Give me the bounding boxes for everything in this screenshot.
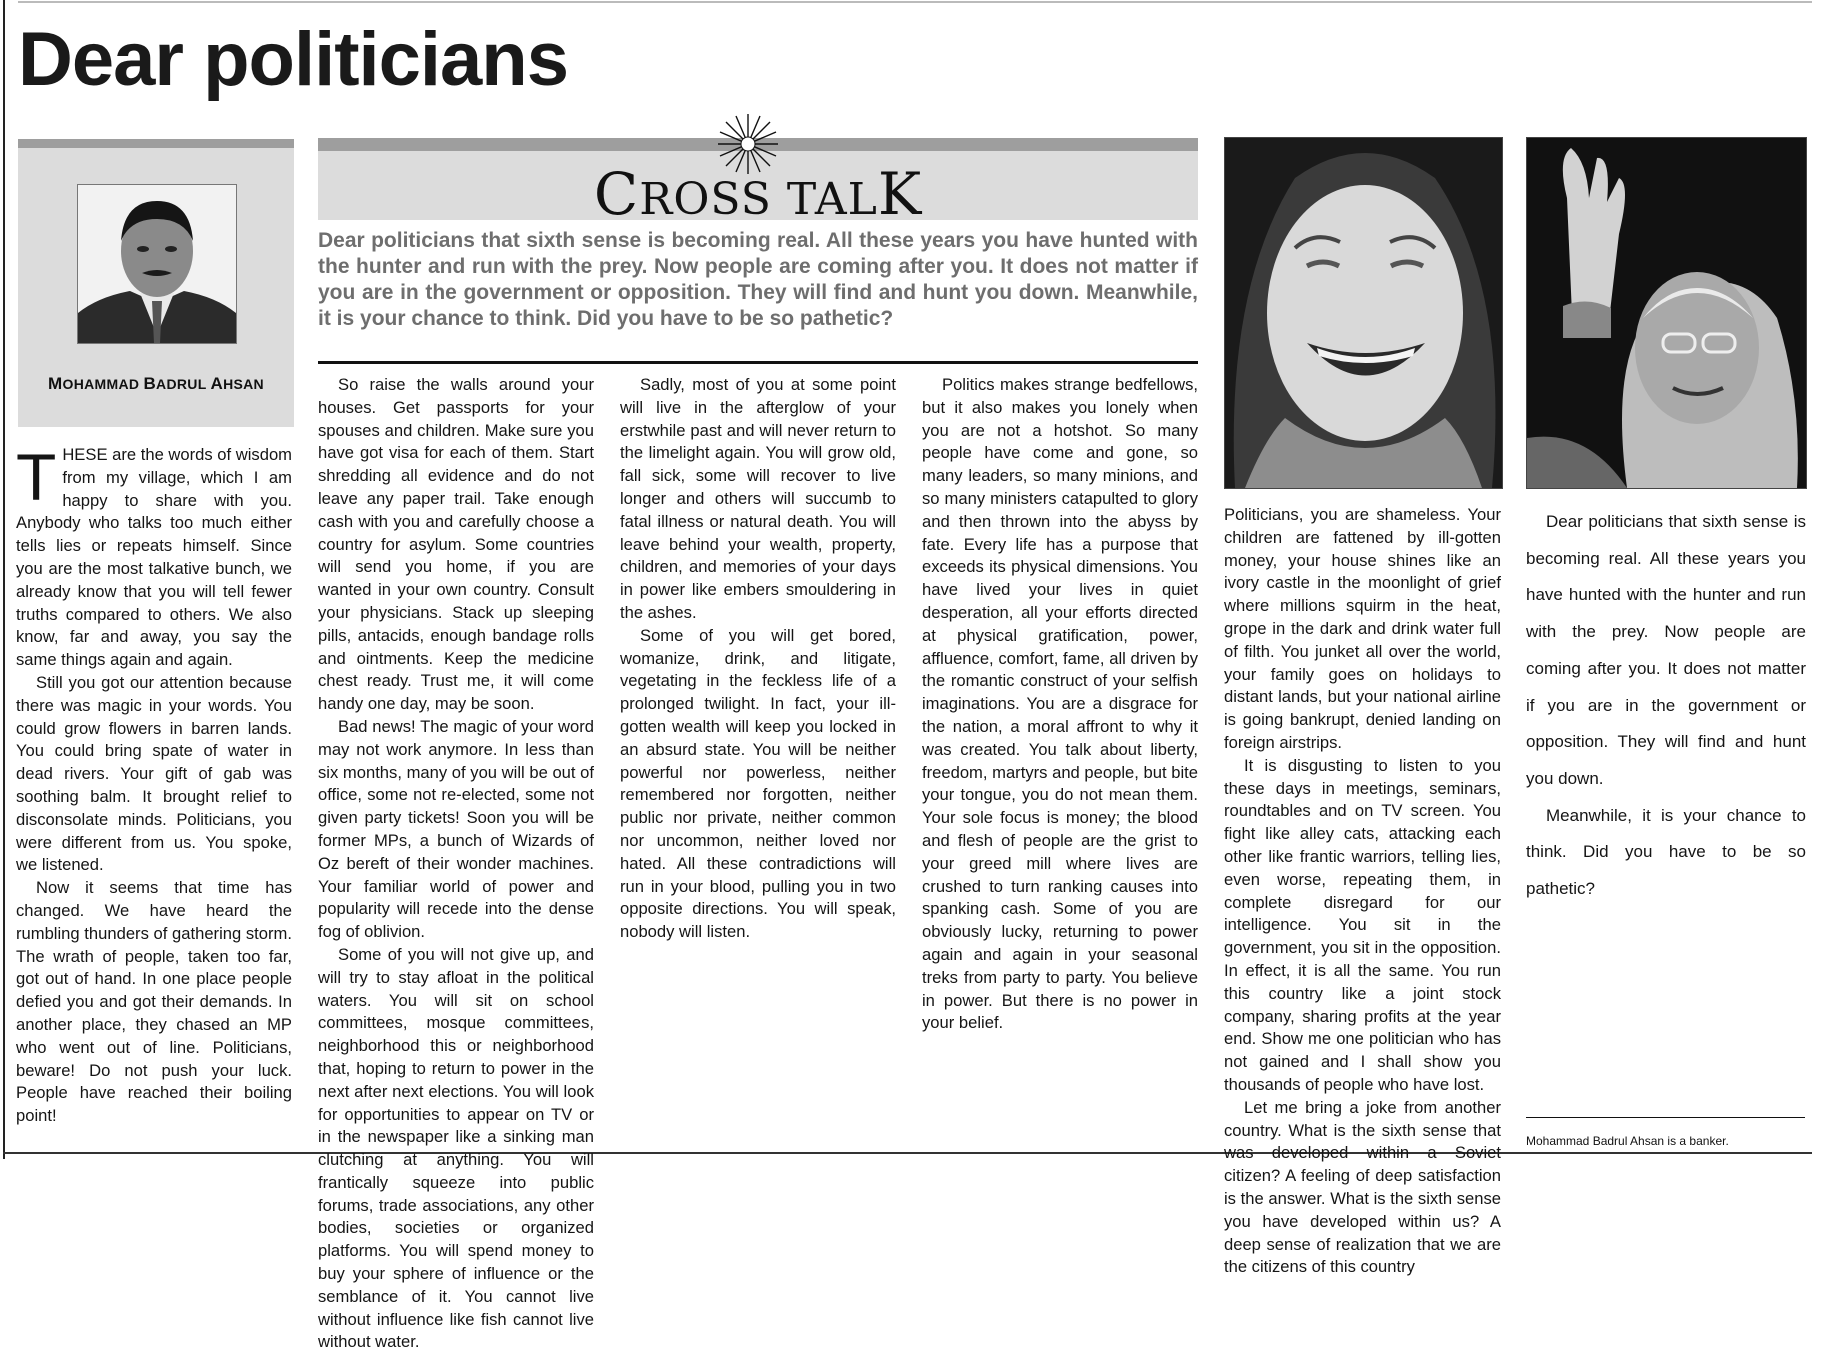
article-paragraph: Bad news! The magic of your word may not work anymore. In less than six months, many of you will be out of office, some not re-elected, some not given party tickets! Soon you will be former MPs, a bunch of Wizards of Oz bereft of their wonder machines. Your familiar world of power and popularity will recede into the dense fog of oblivion. xyxy=(318,716,594,942)
article-paragraph: Sadly, most of you at some point will live in the afterglow of your erstwhile past and will never return to the limelight again. You will grow old, fall sick, some will recover to live longer and others will succumb to fatal illness or natural death. You will leave behind your wealth, property, children, and memories of your days in power like embers smouldering in the ashes. xyxy=(620,375,896,622)
left-rule xyxy=(3,0,5,1159)
author-footnote: Mohammad Badrul Ahsan is a banker. xyxy=(1526,1134,1729,1148)
article-paragraph: THESE are the words of wisdom from my village, which I am happy to share with you. Anybody who talks too much either tells lies or repeats himself. Since you are the most talkative bunch, we already know that you will tell fewer truths compared to others. We also know, far and away, you say the same things again and again. xyxy=(16,440,292,670)
article-paragraph: Dear politicians that sixth sense is becoming real. All these years you have hunted with the hunter and run with the prey. Now people are coming after you. It does not matter if you are in the government or opposition. They will find and hunt you down. xyxy=(1526,512,1806,788)
article-paragraph: Let me bring a joke from another country. What is the sixth sense that was developed within a Soviet citizen? A feeling of deep satisfaction is the answer. What is the sixth sense you have developed within us? A deep sense of realization that we are the citizens of this country xyxy=(1224,1097,1501,1277)
author-portrait xyxy=(77,184,237,344)
article-column-6 xyxy=(1526,504,1806,1124)
article-paragraph: Now it seems that time has changed. We have heard the rumbling thunders of gathering storm. The wrath of people, taken too far, got out of hand. In one place people defied you and got their demands. In another place, they chased an MP who went out of line. Politicians, beware! Do not push your luck. People have reached their boiling point! xyxy=(16,878,292,1126)
page-title: Dear politicians xyxy=(18,17,568,102)
author-byline: MOHAMMAD BADRUL AHSAN xyxy=(48,374,264,393)
article-column-5 xyxy=(1224,504,1501,1277)
article-paragraph: Some of you will get bored, womanize, drink, and litigate, vegetating in the feckless life of a prolonged twilight. In fact, your ill-gotten wealth will keep you locked in an absurd state. You will be neither powerful nor powerless, neither remembered nor forgotten, neither public nor private, neither common nor uncommon, neither loved nor hated. All these contradictions will run in your blood, pulling you in two opposite directions. You will speak, nobody will listen. xyxy=(620,625,896,942)
article-column-4 xyxy=(922,374,1198,1149)
article-column-2 xyxy=(318,374,594,1352)
article-paragraph: So raise the walls around your houses. Get passports for your spouses and children. Make sure you have got visa for each of them. Start shredding all evidence and do not leave any paper trail. Take enough cash with you and carefully choose a country for asylum. Some countries will send you home, if you are wanted in your own country. Consult your physicians. Stack up sleeping pills, antacids, enough bandage rolls and ointments. Keep the medicine chest ready. Trust me, it will come handy one day, may be soon. xyxy=(318,375,594,714)
article-paragraph: Still you got our attention because there was magic in your words. You could grow flowers in barren lands. You could bring spate of water in dead rivers. Your gift of gab was soothing balm. It brought relief to disconsolate minds. Politicians, you were different from us. You spoke, we listened. xyxy=(16,672,292,875)
article-column-1 xyxy=(16,440,292,1149)
photo-waving-woman xyxy=(1526,137,1807,489)
article-paragraph: Meanwhile, it is your chance to think. Did you have to be so pathetic? xyxy=(1526,805,1806,899)
author-portrait-image xyxy=(78,185,236,343)
bottom-rule xyxy=(3,1152,1812,1154)
footnote-rule xyxy=(1526,1117,1805,1118)
drop-cap: T xyxy=(16,440,57,514)
article-paragraph: It is disgusting to listen to you these days in meetings, seminars, roundtables and on TV screen. You fight like alley cats, attacking each other like frantic warriors, telling lies, even worse, repeating them, in complete disregard for our intelligence. You sit in the government, you sit in the opposition. In effect, it is all the same. You run this country like a joint stock company, sharing profits at the year end. Show me one politician who has not gained and I shall show you thousands of people who have lost. xyxy=(1224,755,1501,1094)
photo-smiling-woman xyxy=(1224,137,1503,489)
article-paragraph: Some of you will not give up, and will try to stay afloat in the political waters. You will sit on school committees, mosque committees, neighborhood this or neighborhood that, hoping to return to power in the next after next elections. You will look for opportunities to appear on TV or in the newspaper like a sinking man clutching at anything. You will frantically squeeze into public forums, trade associations, any other bodies, societies or organized platforms. You will spend money to buy your sphere of influence or the semblance of it. You cannot live without influence like fish cannot live without water. xyxy=(318,944,594,1352)
article-column-3 xyxy=(620,374,896,1149)
standfirst-rule xyxy=(318,361,1198,364)
author-box xyxy=(18,139,294,427)
banner-title: CROSS TALK xyxy=(593,160,923,228)
photo-waving-woman-image xyxy=(1527,138,1806,488)
article-paragraph: Politics makes strange bedfellows, but it also makes you lonely when you are not a hotshot. So many people have come and gone, so many leaders, so many minions, and so many ministers catapulted to glory and then thrown into the abyss by fate. Every life has a purpose that exceeds its physical dimensions. You have lived your lives in quiet desperation, all your efforts directed at physical gratification, power, affluence, comfort, fame, all driven by the romantic construct of your selfish imaginations. You are a disgrace for the nation, a moral affront to why it was created. You talk about liberty, freedom, martyrs and people, but bite your tongue, you do not mean them. Your sole focus is money; the blood and flesh of people are the grist to your greed mill where lives are crushed to turn ranking causes into spanking cash. Some of you are obviously lucky, returning to power again and again in your seasonal treks from party to party. You believe in power. But there is no power in your belief. xyxy=(922,375,1198,1033)
author-box-bar xyxy=(18,139,294,148)
article-paragraph: Politicians, you are shameless. Your children are fattened by ill-gotten money, your house shines like an ivory castle in the moonlight of grief where millions squirm in the heat, grope in the dark and drink water full of filth. You junket all over the world, your family goes on holidays to distant lands, but your national airline is going bankrupt, denied landing on foreign airstrips. xyxy=(1224,505,1501,752)
top-rule xyxy=(18,1,1812,3)
starburst-icon xyxy=(716,112,780,176)
photo-smiling-woman-image xyxy=(1225,138,1502,488)
standfirst: Dear politicians that sixth sense is becoming real. All these years you have hunted with the hunter and run with the prey. Now people are coming after you. It does not matter if you are in the government or opposition. They will find and hunt you down. Meanwhile, it is your chance to think. Did you have to be so pathetic? xyxy=(318,229,1198,330)
